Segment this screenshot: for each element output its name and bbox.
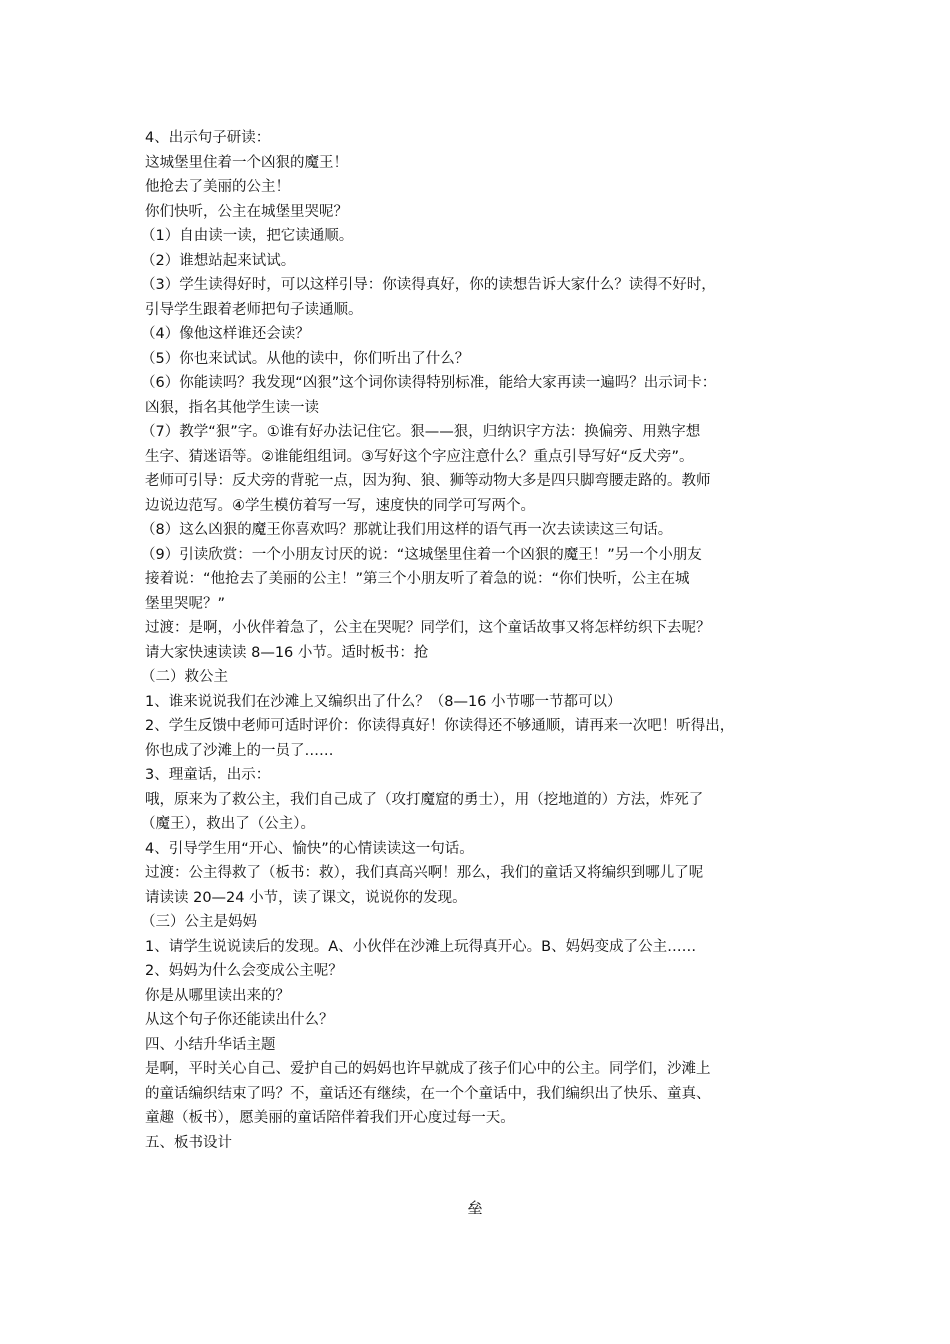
text-line: （3）学生读得好时，可以这样引导：你读得真好，你的读想告诉大家什么？读得不好时， (141, 277, 716, 293)
text-line: 凶狠，指名其他学生读一读 (145, 399, 319, 416)
text-line: 过渡：是啊，小伙伴着急了，公主在哭呢？同学们，这个童话故事又将怎样纺织下去呢？ (145, 620, 711, 636)
text-line: 童趣（板书），愿美丽的童话陪伴着我们开心度过每一天。 (145, 1110, 515, 1126)
text-line: 请读读 20—24 小节，读了课文，说说你的发现。 (145, 889, 467, 906)
text-line: 过渡：公主得救了（板书：救），我们真高兴啊！那么，我们的童话又将编织到哪儿了呢 (145, 865, 704, 881)
text-line: 请大家快速读读 8—16 小节。适时板书：抢 (145, 644, 429, 661)
document-body (141, 126, 820, 1155)
text-line: （8）这么凶狠的魔王你喜欢吗？那就让我们用这样的语气再一次去读读这三句话。 (141, 522, 673, 538)
text-line: （7）教学“狠”字。①谁有好办法记住它。狠——狠，归纳识字方法：换偏旁、用熟字想 (141, 424, 701, 440)
text-line: 生字、猜迷语等。②谁能组组词。③写好这个字应注意什么？重点引导写好“反犬旁”。 (145, 448, 694, 465)
text-line: 是啊，平时关心自己、爱护自己的妈妈也许早就成了孩子们心中的公主。同学们，沙滩上 (145, 1061, 711, 1077)
text-line: 四、小结升华话主题 (145, 1036, 276, 1053)
text-line: 你也成了沙滩上的一员了…… (145, 742, 334, 759)
text-line: 3、理童话，出示： (145, 767, 271, 783)
text-line: 他抢去了美丽的公主！ (145, 179, 290, 195)
text-line: 的童话编织结束了吗？不，童话还有继续，在一个个童话中，我们编织出了快乐、童真、 (145, 1085, 711, 1102)
text-line: 2、妈妈为什么会变成公主呢？ (145, 963, 343, 979)
text-line: 五、板书设计 (145, 1134, 232, 1151)
text-line: 你是从哪里读出来的？ (145, 987, 290, 1004)
text-line: 4、出示句子研读： (145, 130, 271, 146)
page-footer-mark: 垒 (467, 1199, 483, 1217)
text-line: 从这个句子你还能读出什么？ (145, 1012, 334, 1028)
text-line: 2、学生反馈中老师可适时评价：你读得真好！你读得还不够通顺，请再来一次吧！听得出， (145, 718, 735, 734)
text-line: 哦，原来为了救公主，我们自己成了（攻打魔窟的勇士），用（挖地道的）方法，炸死了 (145, 791, 704, 808)
text-line: （9）引读欣赏：一个小朋友讨厌的说：“这城堡里住着一个凶狠的魔王！”另一个小朋友 (141, 546, 702, 563)
text-line: （二）救公主 (141, 669, 228, 685)
text-line: 边说边范写。④学生模仿着写一写，速度快的同学可写两个。 (145, 497, 535, 514)
text-line: 1、谁来说说我们在沙滩上又编织出了什么？（8—16 小节哪一节都可以） (145, 693, 622, 710)
text-line: 老师可引导：反犬旁的背驼一点，因为狗、狼、狮等动物大多是四只脚弯腰走路的。教师 (145, 473, 711, 489)
text-line: 堡里哭呢？” (145, 595, 226, 612)
text-line: 4、引导学生用“开心、愉快”的心情读读这一句话。 (145, 840, 474, 857)
text-line: 这城堡里住着一个凶狠的魔王！ (145, 154, 348, 171)
text-line: （6）你能读吗？我发现“凶狠”这个词你读得特别标准，能给大家再读一遍吗？出示词卡： (141, 375, 717, 391)
text-line: （魔王），救出了（公主）。 (141, 816, 315, 832)
text-line: 1、请学生说说读后的发现。A、小伙伴在沙滩上玩得真开心。B、妈妈变成了公主…… (145, 938, 697, 955)
text-line: （1）自由读一读，把它读通顺。 (141, 228, 354, 244)
text-line: 引导学生跟着老师把句子读通顺。 (145, 301, 363, 318)
text-line: （5）你也来试试。从他的读中，你们听出了什么？ (141, 350, 470, 367)
text-line: 你们快听，公主在城堡里哭呢？ (145, 203, 348, 220)
text-line: （4）像他这样谁还会读？ (141, 326, 310, 342)
text-line: （三）公主是妈妈 (141, 914, 257, 930)
text-line: 接着说：“他抢去了美丽的公主！”第三个小朋友听了着急的说：“你们快听，公主在城 (145, 571, 690, 587)
text-line: （2）谁想站起来试试。 (141, 252, 296, 269)
